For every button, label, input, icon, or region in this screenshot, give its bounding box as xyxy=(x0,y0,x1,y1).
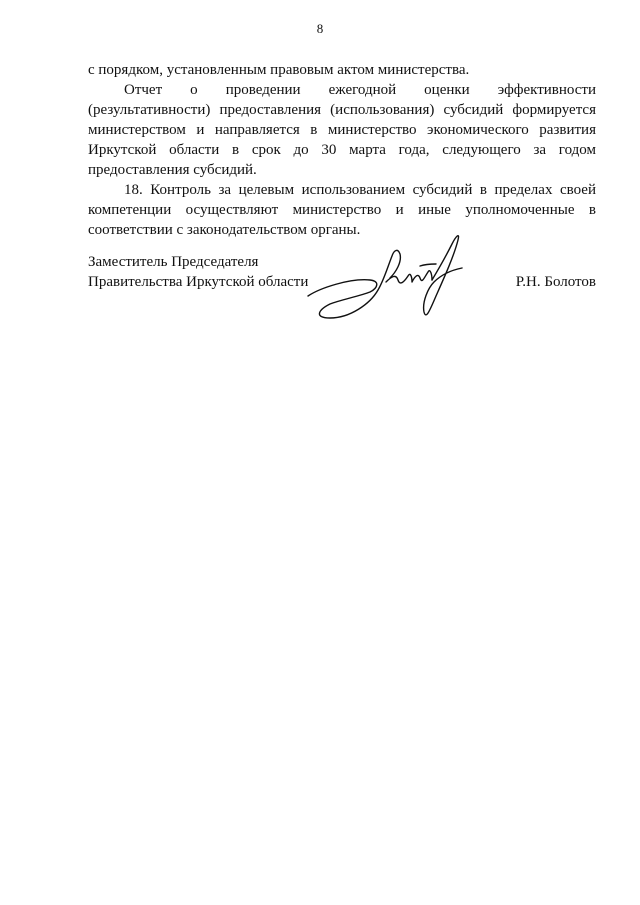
paragraph-item-18: 18. Контроль за целевым использованием субсидий в пределах своей компетенции осуществляют министерство и иные уполномоченные в соответствии с законодательством органы. xyxy=(88,182,596,238)
document-body xyxy=(88,60,596,240)
page-number: 8 xyxy=(316,21,324,36)
signatory-position-line1: Заместитель Председателя xyxy=(88,254,259,270)
paragraph-continuation: с порядком, установленным правовым актом министерства. xyxy=(88,62,470,78)
signature-icon xyxy=(300,226,475,326)
signatory-position xyxy=(88,252,308,292)
paragraph-report: Отчет о проведении ежегодной оценки эффективности (результативности) предоставления (использования) субсидий формируется министерством и направляется в министерство экономического развития Иркутской области в срок до 30 марта года, следующего за годом предоставления субсидий. xyxy=(88,82,596,178)
signatory-position-line2: Правительства Иркутской области xyxy=(88,274,309,290)
signatory-name: Р.Н. Болотов xyxy=(515,274,596,290)
